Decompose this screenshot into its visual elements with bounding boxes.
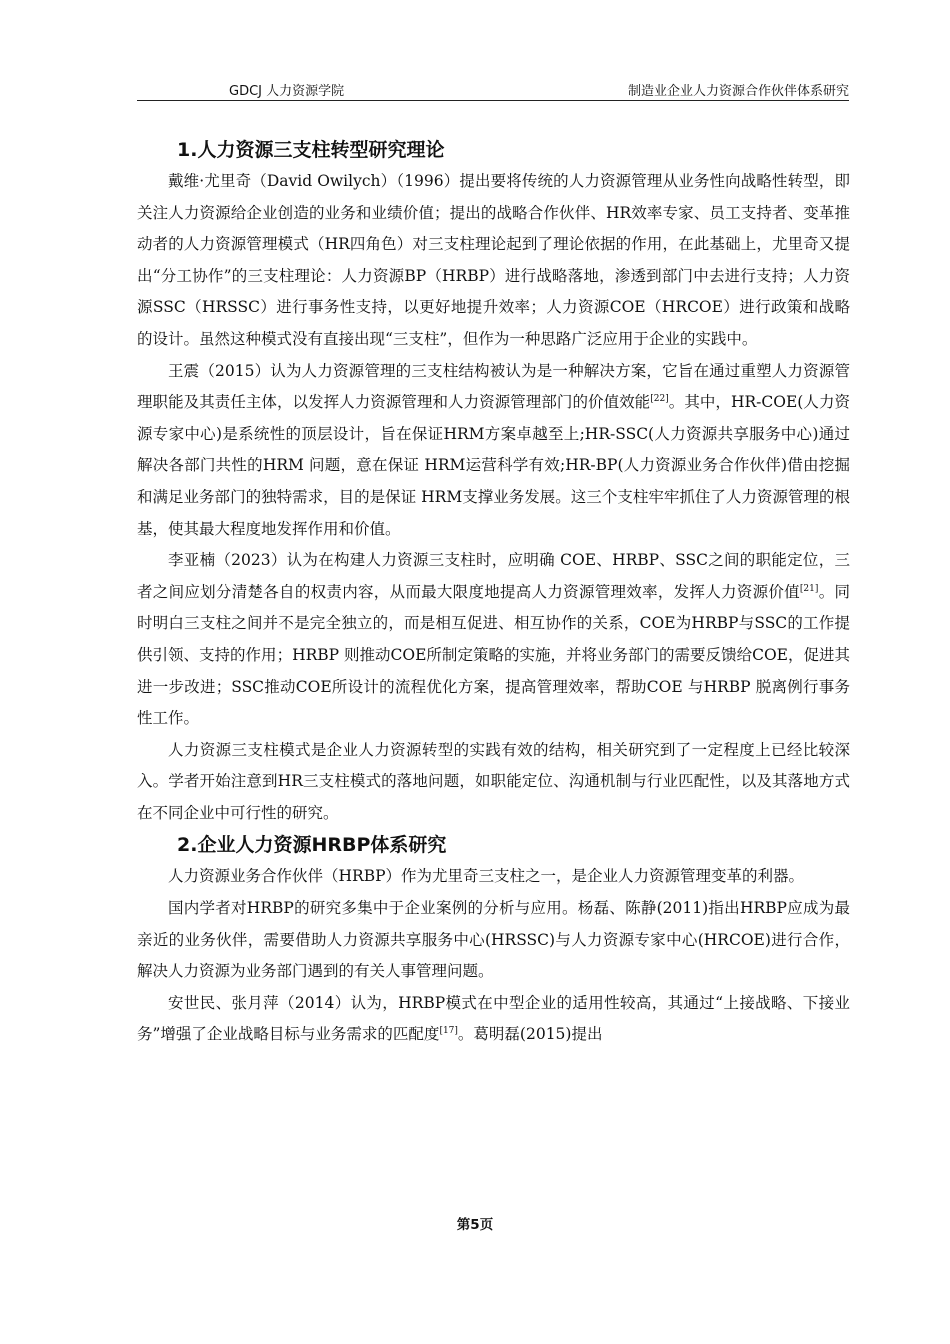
section-1-heading: 1.人力资源三支柱转型研究理论 — [177, 139, 445, 161]
main-content — [137, 134, 850, 1051]
citation-ref: [21] — [799, 583, 819, 594]
paragraph-text: 王震（2015）认为人力资源管理的三支柱结构被认为是一种解决方案，它旨在通过重塑人力资源管理职能及其责任主体，以发挥人力资源管理和人力资源管理部门的价值效能 — [137, 361, 850, 412]
header-paper-title: 制造业企业人力资源合作伙伴体系研究 — [627, 84, 849, 99]
paragraph-text: 安世民、张月萍（2014）认为，HRBP模式在中型企业的适用性较高，其通过“上接战略、下接业务”增强了企业战略目标与业务需求的匹配度 — [137, 993, 850, 1044]
citation-ref: [22] — [650, 394, 669, 405]
section-2-paragraph-3 — [137, 988, 850, 1051]
section-1-paragraph-1: 戴维·尤里奇（David Owilych）（1996）提出要将传统的人力资源管理从业务性向战略性转型，即关注人力资源给企业创造的业务和业绩价值；提出的战略合作伙伴、HR效率专家、员工支持者、变革推动者的人力资源管理模式（HR四角色）对三支柱理论起到了理论依据的作用，在此基础上，尤里奇又提出“分工协作”的三支柱理论：人力资源BP（HRBP）进行战略落地，渗透到部门中去进行支持；人力资源SSC（HRSSC）进行事务性支持，以更好地提升效率；人力资源COE（HRCOE）进行政策和战略的设计。虽然这种模式没有直接出现“三支柱”，但作为一种思路广泛应用于企业的实践中。 — [137, 172, 850, 348]
page-number: 第5页 — [456, 1217, 494, 1233]
citation-ref: [17] — [439, 1026, 458, 1037]
page-header — [137, 78, 849, 101]
section-1-paragraph-4: 人力资源三支柱模式是企业人力资源转型的实践有效的结构，相关研究到了一定程度上已经比较深入。学者开始注意到HR三支柱模式的落地问题，如职能定位、沟通机制与行业匹配性，以及其落地方式在不同企业中可行性的研究。 — [137, 740, 850, 822]
header-institution: GDCJ 人力资源学院 — [229, 84, 345, 99]
section-2-paragraph-1: 人力资源业务合作伙伴（HRBP）作为尤里奇三支柱之一，是企业人力资源管理变革的利器。 — [168, 867, 805, 886]
paragraph-text: 。葛明磊(2015)提出 — [457, 1025, 603, 1044]
section-2-paragraph-2: 国内学者对HRBP的研究多集中于企业案例的分析与应用。杨磊、陈静(2011)指出HRBP应成为最亲近的业务伙伴，需要借助人力资源共享服务中心(HRSSC)与人力资源专家中心(HRCOE)进行合作，解决人力资源为业务部门遇到的有关人事管理问题。 — [137, 899, 850, 981]
section-2-heading: 2.企业人力资源HRBP体系研究 — [177, 834, 447, 857]
paragraph-text: 李亚楠（2023）认为在构建人力资源三支柱时，应明确 COE、HRBP、SSC之间的职能定位，三者之间应划分清楚各自的权责内容，从而最大限度地提高人力资源管理效率，发挥人力资源价值 — [137, 551, 850, 601]
paragraph-text: 。其中，HR-COE(人力资源专家中心)是系统性的顶层设计，旨在保证HRM方案卓越至上;HR-SSC(人力资源共享服务中心)通过解决各部门共性的HRM 问题，意在保证 HRM运营科学有效;HR-BP(人力资源业务合作伙伴)借由挖掘和满足业务部门的独特需求，目的是保证 HRM支撑业务发展。这三个支柱牢牢抓住了人力资源管理的根基，使其最大程度地发挥作用和价值。 — [137, 393, 850, 538]
section-1-paragraph-3 — [137, 545, 850, 735]
section-1-paragraph-2 — [137, 356, 850, 546]
paragraph-text: 。同时明白三支柱之间并不是完全独立的，而是相互促进、相互协作的关系，COE为HRBP与SSC的工作提供引领、支持的作用；HRBP 则推动COE所制定策略的实施，并将业务部门的需要反馈给COE，促进其进一步改进；SSC推动COE所设计的流程优化方案，提高管理效率，帮助COE 与HRBP 脱离例行事务性工作。 — [137, 582, 850, 728]
